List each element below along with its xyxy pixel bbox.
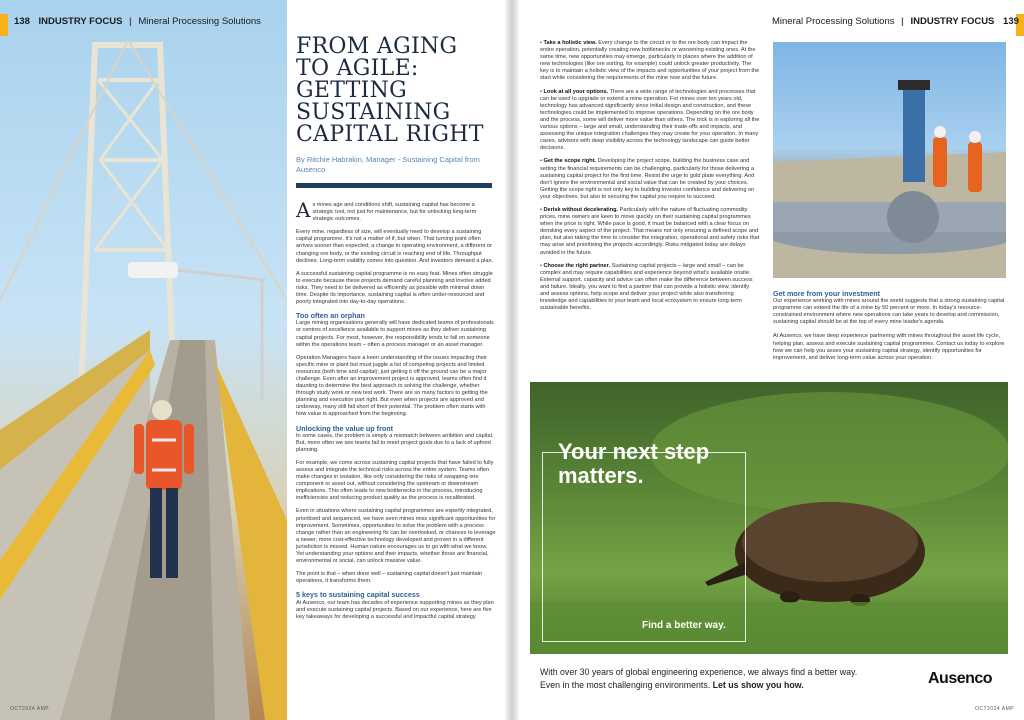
key-text: There are a wide range of technologies and processes that can be used to upgrade or extend a mine operation. For mines over ten years old, technology has advanced significantly since initial design and construction, and these technologies could be implemented to improve operations. Depending on the ore body and the process, some will deliver more value than others. The trick is in exploring all the various options – large and small, understanding their trade-offs and impacts, and assessing the unique integration challenges they may create for your operation. In many cases, advisors with deep visibility across the technology landscape can guide better decisions.	[540, 88, 760, 152]
ad-headline: Your next step matters.	[558, 439, 710, 488]
ad-line-2-plain: Even in the most challenging environments.	[540, 680, 713, 690]
pipeline-workers-photo	[773, 42, 1006, 278]
key-title: Choose the right partner.	[543, 262, 611, 269]
left-header-separator: |	[129, 16, 132, 27]
paragraph: In some cases, the problem is simply a mismatch between ambition and capital. But, more often we see teams fail to meet project goals due to a lack of upfront planning.	[296, 432, 494, 453]
paragraph: A successful sustaining capital programme is no easy feat. Mines often struggle to execute because these projects demand careful planning and involve added risks. They need to be delivered as efficiently as possible with minimal down time. Despite its importance, sustaining capital is often under-resourced and poorly integrated into day-to-day operations.	[296, 270, 493, 306]
key-text: Particularly with the nature of fluctuating commodity prices, mine owners are keen to move quickly on their sustaining capital programmes when the price is right. While pace is good, it must be balanced with a clear focus on derisking every aspect of the project. That means not only ensuring a defined scope and plan, but also taking the time to consider the integration, operational and safety risks that may arise and prioritising the projects accordingly. Risks mitigated today are delays avoided in the future.	[540, 206, 760, 256]
conveyor-illustration	[0, 0, 287, 720]
spine-gutter	[505, 0, 519, 720]
key-title: Get the scope right.	[543, 158, 597, 165]
right-folio: OCT2024 AMP	[975, 706, 1015, 712]
left-section-label: INDUSTRY FOCUS	[38, 16, 123, 27]
key-item: • Derisk without decelerating. Particularly with the nature of fluctuating commodity prices, mine owners are keen to move quickly on their sustaining capital programmes when the price is right. While pace is good, it must be balanced with a clear focus on derisking every aspect of the project. That means not only ensuring a defined scope and plan, but also taking the time to consider the integration, operational and safety risks that may arise and prioritising the projects accordingly. Risks mitigated today are delays avoided in the future.	[540, 206, 760, 256]
subheading-keys: 5 keys to sustaining capital success	[296, 590, 420, 600]
left-page-number: 138	[14, 16, 30, 27]
left-running-header	[14, 16, 261, 27]
right-header-separator: |	[901, 16, 904, 27]
paragraph: Large mining organisations generally will have dedicated teams of professionals or centres of excellence available to support mines as they deliver sustaining capital projects. For most, however, the responsibility tends to fall on someone within the operations team – often a process manager or an asset manager.	[296, 320, 494, 348]
dropcap: A	[296, 198, 311, 222]
article-title: FROM AGING TO AGILE: GETTING SUSTAINING CAPITAL RIGHT	[296, 34, 484, 147]
ad-line-2	[540, 680, 804, 690]
sidebar-heading: Get more from your investment	[773, 289, 881, 298]
subheading-orphan: Too often an orphan	[296, 311, 365, 321]
investment-sidebar	[773, 290, 1006, 369]
sidebar-paragraph: At Ausenco, we have deep experience partnering with mines throughout the asset life cycle, helping plan, assess and execute sustaining capital programmes. Contact us today to explore how we can help you asses your sustaining capital strategy, identify opportunities for improvement, and deliver long-term value across your operation.	[773, 333, 1005, 361]
key-item: • Choose the right partner. Sustaining capital projects – large and small – can be complex and may require capabilities and experience beyond what's available onsite. External support, capacity and advice can often make the difference between success and failure. Ideally, you want to find a partner that can provide a holistic view, identify and assess options, help scope and deliver your project while also transferring knowledge and capabilities to your team and local ecosystem to ensure long-term sustainable benefits.	[540, 262, 753, 312]
right-category-label: Mineral Processing Solutions	[772, 16, 895, 27]
article-column	[296, 36, 496, 627]
paragraph: Every mine, regardless of size, will eventually need to develop a sustaining capital programme. It's not a matter of if, but when. That turning point often arrives sooner than expected; a change in operating environment, a different or changing ore body, or the existing circuit is reaching end of life. Throughput declines. Long-term viability comes into question. And investors demand a plan.	[296, 229, 494, 264]
title-rule	[296, 183, 492, 188]
sidebar-paragraph: Our experience working with mines around the world suggests that a strong sustaining capital programme can extend the life of a mine by 50 percent or more. In today's resource-constrained environment where new operations can take years to develop and commission, sustaining capital should be at the top of every mine leader's agenda.	[773, 298, 1005, 326]
key-title: Derisk without decelerating.	[543, 206, 619, 213]
article-byline: By Ritchie Habrakin, Manager - Sustaining Capital from Ausenco	[296, 155, 480, 174]
pipeline-illustration	[773, 42, 1006, 278]
key-text: Every change to the circuit or to the ore body can impact the entire operation, potentially creating new bottlenecks or worsening existing ones. At the same time, new opportunities may emerge, particularly in places where the addition of new technologies (like ore sorting, for example) could unlock greater productivity. The key is to maintain a holistic view of the impacts and opportunities of your project from the start while considering the requirements of the mine now and the future.	[540, 40, 760, 82]
intro-text: s mines age and conditions shift, sustaining capital has become a strategic tool, not just for maintenance, but for unlocking long-term strategic outcomes.	[312, 202, 477, 223]
paragraph: Operation Managers have a keen understanding of the issues impacting their specific mine or plant but must juggle a list of competing projects and limited resources (both time and capital); just getting it off the ground can be a major challenge. Even after an improvement project is approved, teams often find it daunting to determine the best approach to solving the challenge, whether through study work or new test work. There are so many factors to getting the planning and execution part right. But even when projects are approved and underway, many still fall short of their potential. The problem often starts with how value is approached from the beginning.	[296, 354, 488, 418]
conveyor-worker-photo	[0, 0, 287, 720]
right-section-label: INDUSTRY FOCUS	[910, 16, 995, 27]
article-body	[296, 198, 496, 621]
right-running-header	[772, 16, 1019, 27]
paragraph: At Ausenco, our team has decades of experience supporting mines as they plan and execute sustaining capital projects. Based on our experience, here are five key takeaways for developing a successful and impactful capital strategy.	[296, 599, 494, 620]
left-category-label: Mineral Processing Solutions	[138, 16, 261, 27]
left-folio: OCT2024 AMP	[10, 706, 50, 712]
key-item: • Look at all your options. There are a wide range of technologies and processes that can be used to upgrade or extend a mine operation. For mines over ten years old, technology has advanced significantly since initial design and construction, and these technologies could be implemented to improve operations. Depending on the ore body and the process, some will deliver more value than others. The trick is in exploring all the various options – large and small, understanding their trade-offs and impacts, and assessing the unique integration challenges they may create for your operation. In many cases, advisors with deep visibility across the technology landscape can guide better decisions.	[540, 88, 760, 152]
key-title: Take a holistic view.	[543, 40, 597, 46]
right-page-number: 139	[1003, 16, 1019, 27]
key-text: Developing the project scope, building the business case and setting the financial requirements can be challenging, particularly for those delivering a sustaining capital project for the first time. Resist the urge to gold plate everything. And don't ignore the environmental and social value that can be created by your choices. Getting the scope right is not only key to building investor confidence and delivering on your objectives, but also to securing the capital you require to succeed.	[540, 158, 755, 200]
ausenco-logo[interactable]: Ausenco	[928, 670, 993, 687]
keys-column	[540, 40, 760, 318]
key-text: Sustaining capital projects – large and small – can be complex and may require capabilities and experience beyond what's available onsite. External support, capacity and advice can often make the difference between success and failure. Ideally, you want to find a partner that can provide a holistic view, identify and assess options, help scope and deliver your project while also transferring knowledge and capabilities to your team and local ecosystem to ensure long-term sustainable benefits.	[540, 262, 753, 312]
paragraph: Even in situations where sustaining capital programmes are expertly integrated, prioritised and sequenced, we have seen mines miss significant opportunities for improvement. Sometimes, opportunities to solve the problem with a process change rather than an engineering fix can be overlooked, or chances to leverage a newer, more cost-effective technology developed and proven in a different jurisdiction is missed. Human nature encourages us to go with what we know. Yet understanding your options and their impacts, whether those are financial, environmental or social, can unlock massive value.	[296, 508, 496, 565]
ad-footer	[530, 662, 1008, 712]
ad-line-1: With over 30 years of global engineering experience, we always find a better way.	[540, 667, 858, 677]
ausenco-advert[interactable]	[530, 382, 1008, 654]
paragraph: The point is that – when done well – sustaining capital doesn't just maintain operations, it transforms them.	[296, 571, 483, 585]
ad-cta[interactable]: Let us show you how.	[712, 680, 804, 690]
paragraph: For example, we come across sustaining capital projects that have failed to fully assess and integrate the technical risks across the entire system. Teams often make changes in isolation, like only considering the risks of swapping one component or asset out, without considering the upstream or downstream implications. This often leads to new bottlenecks in the process, introducing inefficiencies and reducing product quality as the process is recalibrated.	[296, 459, 494, 502]
left-accent-tab	[0, 14, 8, 36]
key-item: • Get the scope right. Developing the project scope, building the business case and setting the financial requirements can be challenging, particularly for those delivering a sustaining capital project for the first time. Resist the urge to gold plate everything. And don't ignore the environmental and social value that can be created by your choices. Getting the scope right is not only key to building investor confidence and delivering on your objectives, but also to securing the capital you require to succeed.	[540, 158, 755, 200]
intro-paragraph	[296, 198, 496, 223]
ad-tagline: Find a better way.	[642, 620, 726, 631]
key-title: Look at all your options.	[543, 88, 609, 95]
subheading-value: Unlocking the value up front	[296, 423, 394, 433]
key-item: • Take a holistic view. Every change to the circuit or to the ore body can impact the entire operation, potentially creating new bottlenecks or worsening existing ones. At the same time, new opportunities may emerge, particularly in places where the addition of new technologies (like ore sorting, for example) could unlock greater productivity. The key is to maintain a holistic view of the impacts and opportunities of your project from the start while considering the requirements of the mine now and the future.	[540, 40, 760, 82]
